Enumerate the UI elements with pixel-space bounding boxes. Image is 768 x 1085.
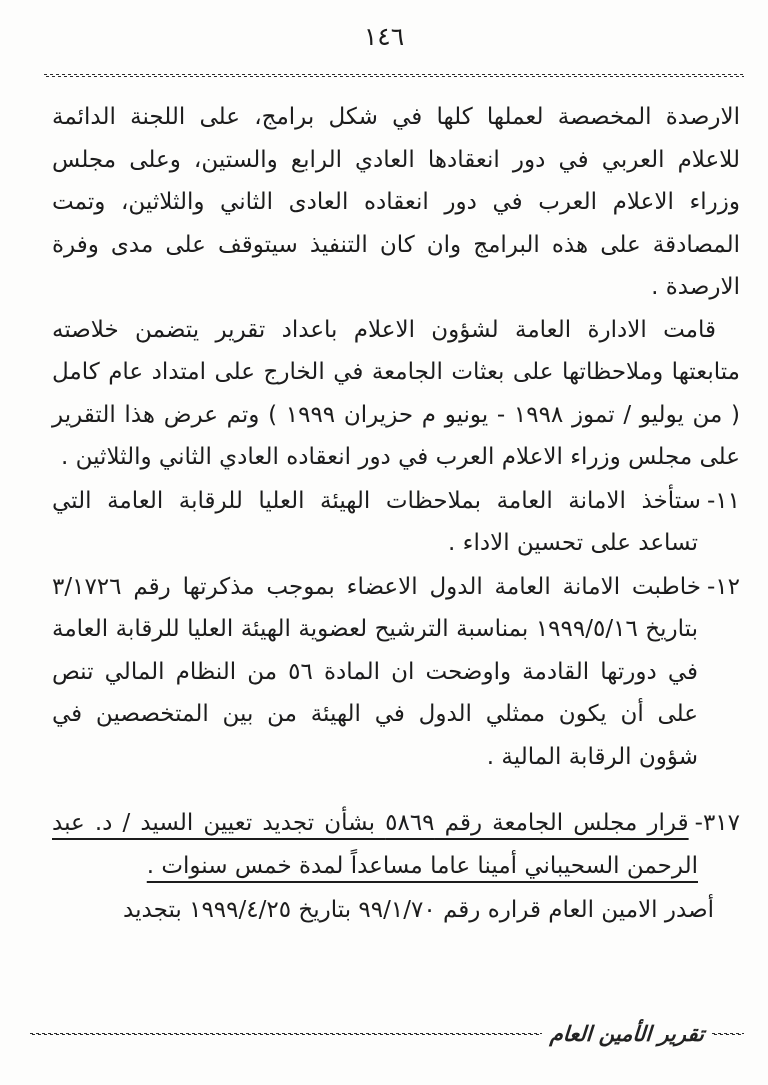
list-item-12 <box>52 566 740 779</box>
item-number: ١١- <box>706 487 740 514</box>
item-text: خاطبت الامانة العامة الدول الاعضاء بموجب مذكرتها رقم ٣/١٧٢٦ بتاريخ ١٩٩٩/٥/١٦ بمناسبة الترشيح لعضوية الهيئة العليا للرقابة العامة في دورتها القادمة واوضحت ان المادة ٥٦ من النظام المالي تنص على أن يكون ممثلي الدول في الهيئة من بين المتخصصين في شؤون الرقابة المالية . <box>52 573 701 770</box>
document-body <box>52 96 740 932</box>
paragraph-media-report: قامت الادارة العامة لشؤون الاعلام باعداد تقرير يتضمن خلاصته متابعتها وملاحظاتها على بعثات الجامعة في الخارج على امتداد عام كامل ( من يوليو / تموز ١٩٩٨ - يونيو م حزيران ١٩٩٩ ) وتم عرض هذا التقرير على مجلس وزراء الاعلام العرب في دور انعقاده العادي الثاني والثلاثين . <box>52 316 740 470</box>
page-footer <box>30 1022 744 1046</box>
item-number: ٣١٧- <box>694 810 740 836</box>
footer-rule <box>30 1033 542 1036</box>
paragraph-accounts: الارصدة المخصصة لعملها كلها في شكل برامج، على اللجنة الدائمة للاعلام العربي في دور انعقادها العادي الرابع والستين، وعلى مجلس وزراء الاعلام العرب في دور انعقاده العادى الثاني والثلاثين، وتمت المصادقة على هذه البرامج وان كان التنفيذ سيتوقف على مدى وفرة الارصدة . <box>52 104 740 300</box>
header-rule <box>44 74 744 77</box>
list-item-11 <box>52 480 740 565</box>
item-text-underlined: قرار مجلس الجامعة رقم ٥٨٦٩ بشأن تجديد تعيين السيد / د. عبد الرحمن السحيباني أمينا عاما مساعداً لمدة خمس سنوات . <box>52 810 698 879</box>
footer-dash-rule <box>712 1033 744 1036</box>
item-text: ستأخذ الامانة العامة بملاحظات الهيئة العليا للرقابة العامة التي تساعد على تحسين الاداء . <box>52 487 701 556</box>
item-number: ١٢- <box>706 573 740 600</box>
list-item-317 <box>52 802 740 887</box>
page-number: ١٤٦ <box>363 22 405 51</box>
paragraph-decision: أصدر الامين العام قراره رقم ٩٩/١/٧٠ بتاريخ ١٩٩٩/٤/٢٥ بتجديد <box>123 897 714 923</box>
footer-title: تقرير الأمين العام <box>549 1022 705 1046</box>
